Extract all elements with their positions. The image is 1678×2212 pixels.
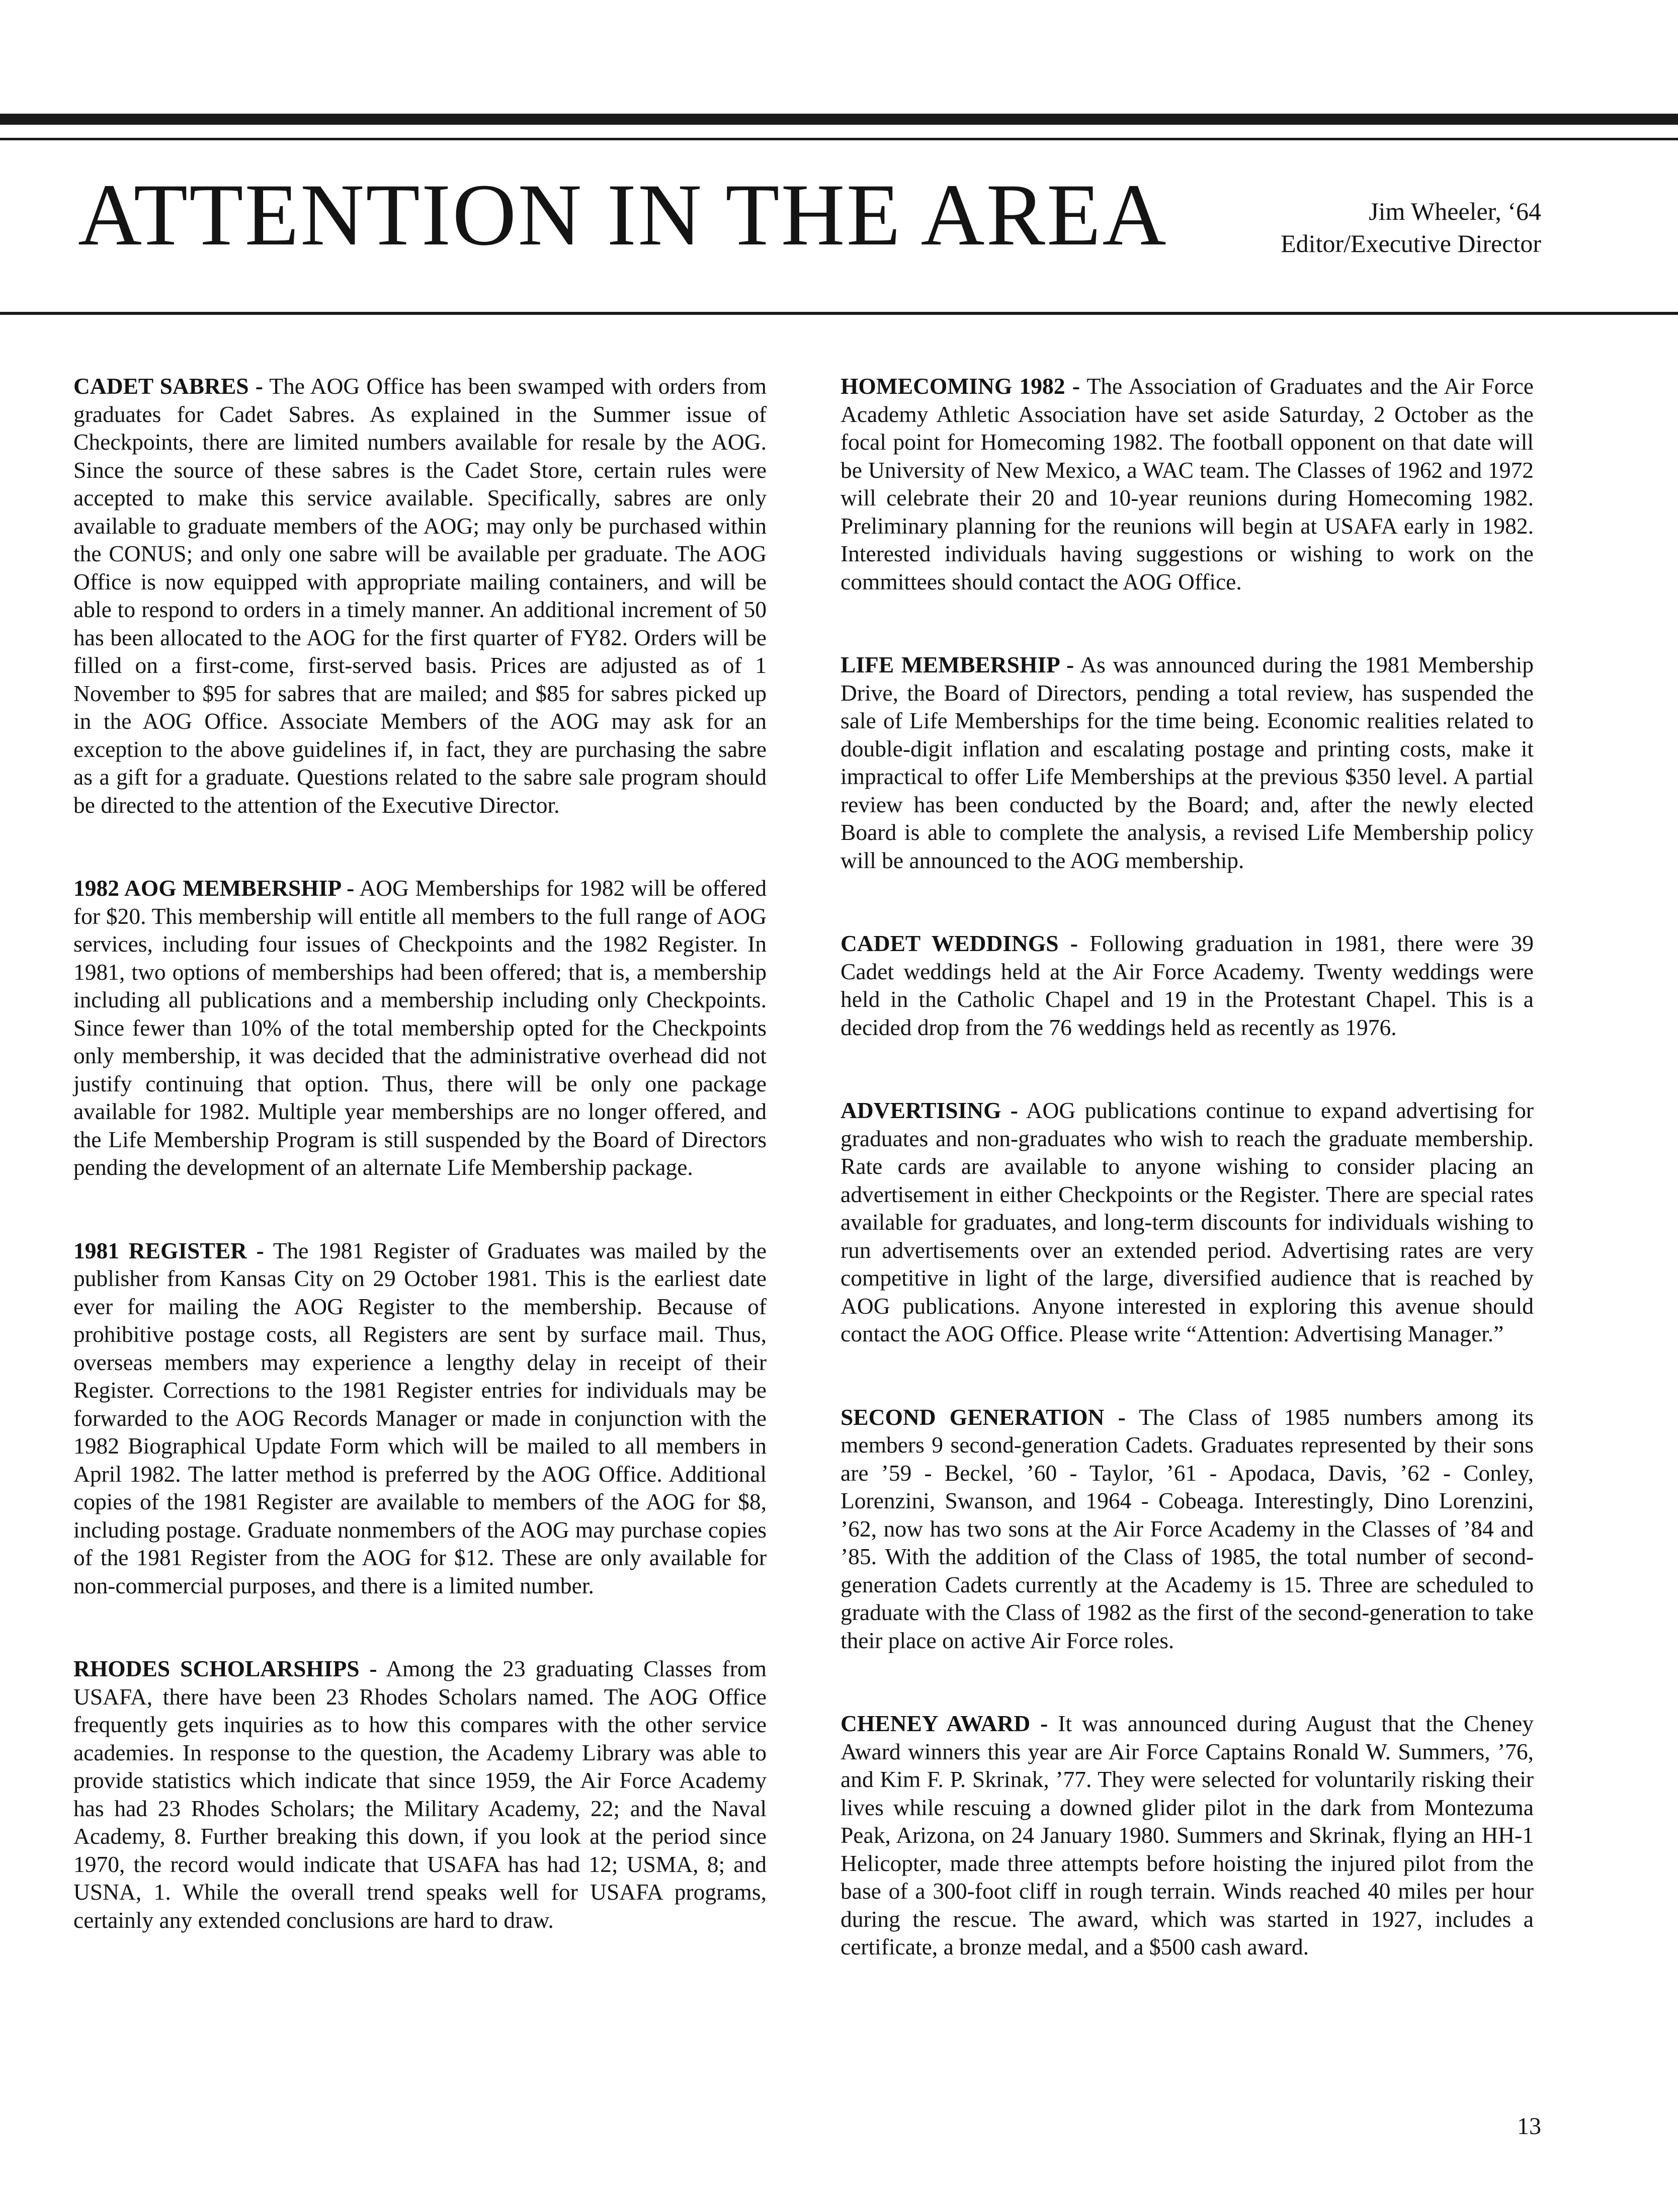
article-1981-register	[73, 1237, 767, 1600]
byline	[1281, 195, 1541, 260]
article-rhodes-scholarships	[73, 1655, 767, 1934]
header-rule-thin	[0, 138, 1678, 140]
article-cadet-weddings	[841, 929, 1534, 1041]
article-body: AOG publications continue to expand advertising for graduates and non-graduates who wish to reach the graduate membership. Rate cards are available to anyone wishing to consider placing an advertisement in either Checkpoints or the Register. There are special rates available for graduates, and long-term discounts for individuals wishing to run advertisements over an extended period. Advertising rates are very competitive in light of the large, diversified audience that is reached by AOG publications. Anyone interested in exploring this avenue should contact the AOG Office. Please write “Attention: Advertising Manager.”	[841, 1097, 1534, 1346]
article-body: The AOG Office has been swamped with orders from graduates for Cadet Sabres. As explained in the Summer issue of Checkpoints, there are limited numbers available for resale by the AOG. Since the source of these sabres is the Cadet Store, certain rules were accepted to make this service available. Specifically, sabres are only available to graduate members of the AOG; may only be purchased within the CONUS; and only one sabre will be available per graduate. The AOG Office is now equipped with appropriate mailing containers, and will be able to respond to orders in a timely manner. An additional increment of 50 has been allocated to the AOG for the first quarter of FY82. Orders will be filled on a first-come, first-served basis. Prices are adjusted as of 1 November to $95 for sabres that are mailed; and $85 for sabres picked up in the AOG Office. Associate Members of the AOG may ask for an exception to the above guidelines if, in fact, they are purchasing the sabre as a gift for a graduate. Questions related to the sabre sale program should be directed to the attention of the Executive Director.	[73, 373, 767, 818]
article-heading: 1982 AOG MEMBERSHIP -	[73, 875, 355, 901]
header-rule-thick	[0, 114, 1678, 125]
header-rule-bottom	[0, 312, 1678, 315]
page-number: 13	[1517, 2113, 1541, 2140]
article-heading: LIFE MEMBERSHIP -	[841, 652, 1074, 677]
article-homecoming-1982	[841, 372, 1534, 595]
left-column	[73, 372, 767, 1989]
article-cheney-award	[841, 1710, 1534, 1961]
article-body: Among the 23 graduating Classes from USAFA, there have been 23 Rhodes Scholars named. The AOG Office frequently gets inquiries as to how this compares with the other service academies. In response to the question, the Academy Library was able to provide statistics which indicate that since 1959, the Air Force Academy has had 23 Rhodes Scholars; the Military Academy, 22; and the Naval Academy, 8. Further breaking this down, if you look at the period since 1970, the record would indicate that USAFA has had 12; USMA, 8; and USNA, 1. While the overall trend speaks well for USAFA programs, certainly any extended conclusions are hard to draw.	[73, 1656, 767, 1933]
article-heading: HOMECOMING 1982 -	[841, 373, 1080, 399]
article-heading: ADVERTISING -	[841, 1097, 1018, 1123]
article-heading: SECOND GENERATION -	[841, 1404, 1126, 1430]
article-body: The Association of Graduates and the Air Force Academy Athletic Association have set aside Saturday, 2 October as the focal point for Homecoming 1982. The football opponent on that date will be University of New Mexico, a WAC team. The Classes of 1962 and 1972 will celebrate their 20 and 10-year reunions during Homecoming 1982. Preliminary planning for the reunions will begin at USAFA early in 1982. Interested individuals having suggestions or wishing to work on the committees should contact the AOG Office.	[841, 373, 1534, 594]
article-second-generation	[841, 1403, 1534, 1655]
article-heading: 1981 REGISTER -	[73, 1237, 264, 1263]
article-advertising	[841, 1096, 1534, 1348]
article-body: As was announced during the 1981 Membership Drive, the Board of Directors, pending a total review, has suspended the sale of Life Memberships for the time being. Economic realities related to double-digit inflation and escalating postage and printing costs, make it impractical to offer Life Memberships at the previous $350 level. A partial review has been conducted by the Board; and, after the newly elected Board is able to complete the analysis, a revised Life Membership policy will be announced to the AOG membership.	[841, 652, 1534, 873]
article-cadet-sabres	[73, 372, 767, 819]
article-heading: CADET SABRES -	[73, 373, 263, 399]
article-body: Following graduation in 1981, there were 39 Cadet weddings held at the Air Force Academy. Twenty weddings were held in the Catholic Chapel and 19 in the Protestant Chapel. This is a decided drop from the 76 weddings held as recently as 1976.	[841, 930, 1534, 1040]
article-life-membership	[841, 651, 1534, 874]
article-heading: CHENEY AWARD -	[841, 1711, 1048, 1736]
article-1982-aog-membership	[73, 874, 767, 1181]
right-column	[841, 372, 1534, 2016]
article-body: The 1981 Register of Graduates was mailed by the publisher from Kansas City on 29 October 1981. This is the earliest date ever for mailing the AOG Register to the membership. Because of prohibitive postage costs, all Registers are sent by surface mail. Thus, overseas members may experience a lengthy delay in receipt of their Register. Corrections to the 1981 Register entries for individuals may be forwarded to the AOG Records Manager or made in conjunction with the 1982 Biographical Update Form which will be mailed to all members in April 1982. The latter method is preferred by the AOG Office. Additional copies of the 1981 Register are available to members of the AOG for $8, including postage. Graduate nonmembers of the AOG may purchase copies of the 1981 Register from the AOG for $12. These are only available for non-commercial purposes, and there is a limited number.	[73, 1237, 767, 1598]
byline-role: Editor/Executive Director	[1281, 229, 1541, 258]
article-body: It was announced during August that the Cheney Award winners this year are Air Force Captains Ronald W. Summers, ’76, and Kim F. P. Skrinak, ’77. They were selected for voluntarily risking their lives while rescuing a downed glider pilot in the dark from Montezuma Peak, Arizona, on 24 January 1980. Summers and Skrinak, flying an HH-1 Helicopter, made three attempts before hoisting the injured pilot from the base of a 300-foot cliff in rough terrain. Winds reached 40 miles per hour during the rescue. The award, which was started in 1927, includes a certificate, a bronze medal, and a $500 cash award.	[841, 1711, 1534, 1960]
article-body: AOG Memberships for 1982 will be offered for $20. This membership will entitle all members to the full range of AOG services, including four issues of Checkpoints and the 1982 Register. In 1981, two options of memberships had been offered; that is, a membership including all publications and a membership including only Checkpoints. Since fewer than 10% of the total membership opted for the Checkpoints only membership, it was decided that the administrative overhead did not justify continuing that option. Thus, there will be only one package available for 1982. Multiple year memberships are no longer offered, and the Life Membership Program is still suspended by the Board of Directors pending the development of an alternate Life Membership package.	[73, 875, 767, 1180]
article-heading: CADET WEDDINGS -	[841, 930, 1078, 956]
article-heading: RHODES SCHOLARSHIPS -	[73, 1656, 377, 1681]
byline-author: Jim Wheeler, ‘64	[1369, 197, 1541, 225]
page-title: ATTENTION IN THE AREA	[78, 166, 1168, 264]
article-body: The Class of 1985 numbers among its members 9 second-generation Cadets. Graduates represented by their sons are ’59 - Beckel, ’60 - Taylor, ’61 - Apodaca, Davis, ’62 - Conley, Lorenzini, Swanson, and 1964 - Cobeaga. Interestingly, Dino Lorenzini, ’62, now has two sons at the Air Force Academy in the Classes of ’84 and ’85. With the addition of the Class of 1985, the total number of second-generation Cadets currently at the Academy is 15. Three are scheduled to graduate with the Class of 1982 as the first of the second-generation to take their place on active Air Force roles.	[841, 1404, 1534, 1653]
